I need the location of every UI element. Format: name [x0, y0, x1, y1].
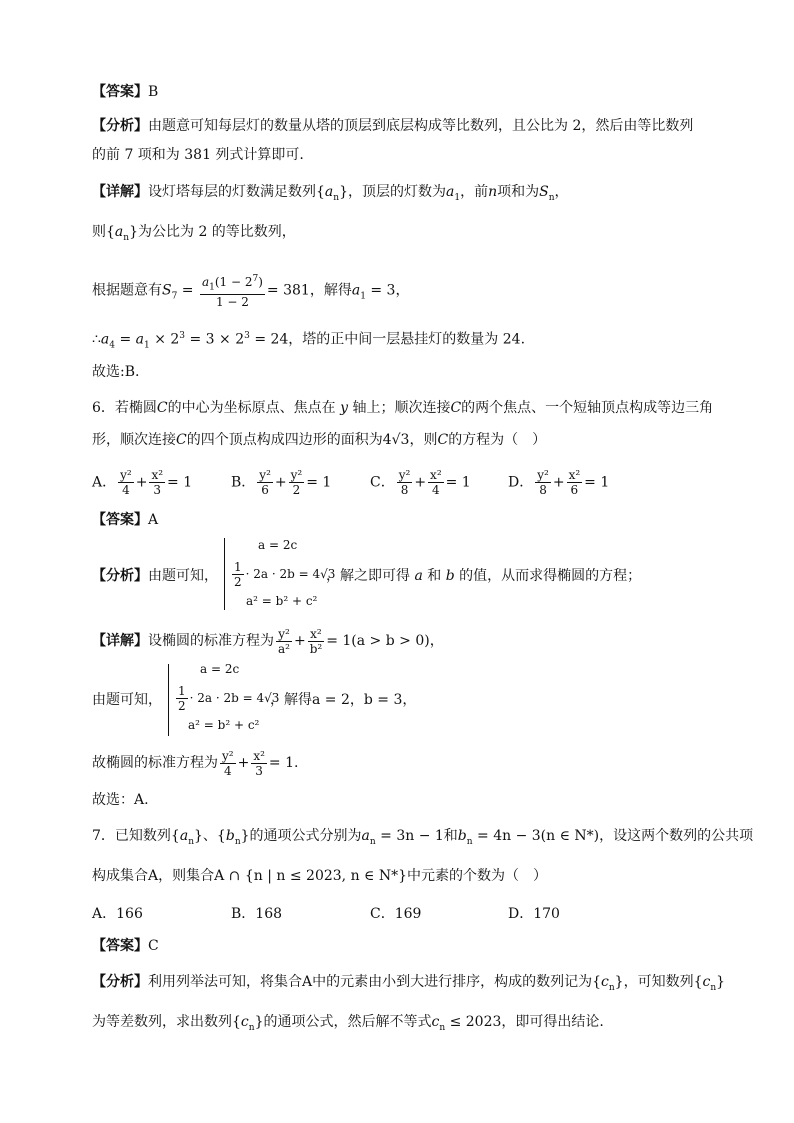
q7-stem-line-1: 7．已知数列$\{a_n\}$、$\{b_n\}$的通项公式分别为$a_n = 3n - 1$和$b_n = 4n - 3(n$ ∈ N*)，设这两个数列的公共项 — [92, 828, 754, 847]
choice-text: 故选:B. — [92, 364, 140, 380]
detail-text: = 381，解得 — [266, 282, 352, 299]
detail-text: = 24，塔的正中间一层悬挂灯的数量为 24. — [254, 331, 526, 348]
stem-text: 的中心为坐标原点、焦点在 — [167, 400, 336, 416]
analysis-tag: 【分析】 — [92, 568, 148, 584]
stem-text: 7．已知数列 — [92, 828, 171, 844]
math-an-seq: $\{a_n\}$ — [316, 184, 348, 203]
option-b[interactable]: B． $\frac{\text{y²}}{6}$ + $\frac{\text{y²}}{2}$ = 1 — [231, 468, 332, 497]
option-label: D． — [508, 474, 534, 491]
analysis-text: 由题可知， — [148, 568, 218, 584]
option-den: 4 — [122, 483, 130, 497]
option-c[interactable] — [370, 904, 421, 924]
analysis-text: ，可知数列 — [623, 974, 694, 990]
option-label: B． — [231, 474, 256, 491]
option-den: 3 — [153, 483, 162, 497]
detail-tag: 【详解】 — [92, 633, 148, 649]
stem-text: ，设这两个数列的公共项 — [599, 828, 754, 844]
answer-value: C — [148, 938, 159, 954]
q7-answer-line — [92, 936, 712, 956]
answer-tag: 【答案】 — [92, 84, 148, 100]
math-n: n — [488, 184, 498, 200]
detail-text: = 3， — [370, 282, 410, 299]
option-den: 6 — [261, 483, 269, 497]
option-value: 168 — [255, 906, 283, 922]
detail-text: ，解得 — [270, 692, 312, 708]
option-label: A． — [92, 474, 117, 491]
q7-analysis-line-2: 为等差数列，求出数列$\{c_n\}$的通项公式，然后解不等式$c_n \le 2023$，即可得出结论. — [92, 1014, 604, 1033]
q5-choice — [92, 362, 712, 382]
math-bn-formula: = 4n − 3(n ∈ N*) — [477, 828, 600, 844]
option-num: x² — [568, 468, 581, 482]
analysis-text: 由题意可知每层灯的数量从塔的顶层到底层构成等比数列，且公比为 2，然后由等比数列 — [148, 118, 694, 134]
stem-text: 形，顺次连接 — [92, 432, 176, 448]
option-den: 2 — [292, 483, 301, 497]
detail-text: = 3 × 2 — [189, 331, 245, 348]
detail-text: 根据题意有 — [92, 282, 162, 299]
math-set: A ∩ {n | n ≤ 2023, n ∈ N*} — [214, 868, 408, 884]
detail-text: ， — [554, 184, 569, 200]
stem-text: 和 — [443, 828, 458, 844]
option-num: y² — [120, 468, 132, 482]
option-d[interactable] — [508, 904, 560, 924]
stem-text: 的两个焦点、一个短轴顶点构成等边三角 — [461, 400, 714, 416]
q6-stem-line-2: 形，顺次连接C的四个顶点构成四边形的面积为4√3，则C的方程为（ ） — [92, 432, 547, 448]
detail-text: ∴ — [92, 331, 101, 348]
system2-row-3: a² = b² + c² — [188, 718, 260, 732]
analysis-text: 的前 7 项和为 381 列式计算即可. — [92, 147, 304, 163]
answer-value: A — [148, 512, 159, 528]
system-row-2-text: · 2a · 2b = 4√3 — [245, 567, 336, 581]
option-num: x² — [430, 468, 442, 482]
math-an-seq: $\{a_n\}$ — [106, 224, 138, 243]
option-d[interactable]: D． $\frac{\text{y²}}{8}$ + $\frac{\text{x²}}{6}$ = 1 — [508, 468, 610, 497]
q5-analysis-line-1 — [92, 116, 712, 136]
option-label: D． — [508, 906, 534, 922]
math-sn: S — [539, 184, 549, 200]
q6-detail-line-2-tail — [270, 690, 570, 710]
option-a[interactable]: A． $\frac{\text{y²}}{4}$ + $\frac{\text{x²}}{3}$ = 1 — [92, 468, 193, 497]
option-label: B． — [231, 906, 256, 922]
detail-text: = 1(a > b > 0)， — [326, 633, 444, 649]
stem-text: 的四个顶点构成四边形的面积为 — [186, 432, 383, 448]
system-brace — [224, 538, 225, 610]
detail-text: ，前 — [460, 184, 489, 200]
analysis-tag: 【分析】 — [92, 974, 148, 990]
option-value: 170 — [533, 906, 560, 922]
option-label: C． — [370, 906, 395, 922]
detail-tag: 【详解】 — [92, 184, 148, 200]
option-num: y² — [259, 468, 271, 482]
option-num: y² — [537, 468, 549, 482]
q6-choice — [92, 790, 712, 810]
fraction-sum: $\frac{a_1(1 - 2^7)}{1 - 2}$ — [201, 274, 263, 310]
q5-detail-line-2 — [92, 222, 712, 248]
q7-stem-line-2 — [92, 866, 712, 886]
stem-text: 轴上；顺次连接 — [352, 400, 451, 416]
detail-text: 设灯塔每层的灯数满足数列 — [148, 184, 316, 200]
q5-detail-line-3: 根据题意有$S_7$ = $\frac{a_1(1 - 2^7)}{1 - 2}$ = 381，解得$a_1 = 3$， — [92, 274, 410, 310]
q7-analysis-line-1: 【分析】利用列举法可知，将集合A中的元素由小到大进行排序，构成的数列记为$\{c_n\}$，可知数列$\{c_n\}$ — [92, 974, 726, 993]
analysis-text: 利用列举法可知，将集合A中的元素由小到大进行排序，构成的数列记为 — [148, 974, 593, 990]
option-b[interactable] — [231, 904, 282, 924]
stem-text: 构成集合A，则集合 — [92, 868, 215, 884]
option-num: x² — [151, 468, 164, 482]
analysis-text: ，解之即可得 — [326, 568, 410, 584]
detail-text: ，顶层的灯数为 — [348, 184, 446, 200]
q5-answer-line — [92, 82, 712, 102]
detail-text: 设椭圆的标准方程为 — [148, 633, 274, 649]
system-row-2: $\frac{1}{2}$ · 2a · 2b = 4√3 — [234, 560, 336, 589]
q5-detail-line-1: 【详解】设灯塔每层的灯数满足数列$\{a_n\}$，顶层的灯数为$a_1$，前n项和为$S_n$， — [92, 184, 569, 203]
option-a[interactable] — [92, 904, 143, 924]
stem-text: 、 — [202, 828, 217, 844]
q6-detail-line-3: 故椭圆的标准方程为 $\frac{\text{y²}}{4}$ + $\frac{\text{x²}}{3}$ = 1. — [92, 748, 299, 778]
detail-text: a = 2，b = 3， — [312, 692, 417, 708]
answer-tag: 【答案】 — [92, 512, 148, 528]
math-a1: a — [351, 282, 361, 299]
stem-text: 的方程为（ ） — [448, 432, 547, 448]
system2-row-2-text: · 2a · 2b = 4√3 — [189, 691, 280, 705]
stem-text: 中元素的个数为（ ） — [407, 868, 548, 884]
detail-text: 则 — [92, 224, 106, 240]
option-num: y² — [290, 468, 303, 482]
analysis-text: 的值，从而求得椭圆的方程； — [459, 568, 642, 584]
q6-detail-line-1: 【详解】设椭圆的标准方程为 $\frac{\text{y²}}{\text{a²}}$ + $\frac{\text{x²}}{\text{b²}}$ = 1(a > b > 0)， — [92, 626, 444, 656]
detail-text: = 1. — [268, 755, 299, 771]
option-value: 166 — [116, 906, 143, 922]
stem-text: ，则 — [409, 432, 438, 448]
system-row-3: a² = b² + c² — [246, 594, 318, 608]
analysis-text: 的通项公式，然后解不等式 — [263, 1014, 432, 1030]
option-c[interactable]: C． $\frac{\text{y²}}{8}$ + $\frac{\text{x²}}{4}$ = 1 — [370, 468, 471, 497]
detail-text: 项和为 — [497, 184, 540, 200]
answer-value: B — [148, 84, 159, 100]
option-value: 169 — [394, 906, 422, 922]
q6-stem-line-1: 6．若椭圆C的中心为坐标原点、焦点在 y 轴上；顺次连接C的两个焦点、一个短轴顶点构成等边三角 — [92, 400, 714, 416]
analysis-text: ≤ 2023，即可得出结论. — [449, 1014, 604, 1030]
math-an-formula: = 3n − 1 — [380, 828, 444, 844]
stem-text: 的通项公式分别为 — [249, 828, 362, 844]
option-label: A． — [92, 906, 117, 922]
math-a4: a — [100, 331, 110, 348]
option-den: 8 — [400, 483, 409, 497]
analysis-text: 和 — [427, 568, 442, 584]
system2-row-1: a = 2c — [200, 662, 240, 676]
option-label: C． — [370, 474, 395, 491]
q6-answer-line — [92, 510, 712, 530]
analysis-text: 为等差数列，求出数列 — [92, 1014, 232, 1030]
stem-text: 6．若椭圆 — [92, 400, 157, 416]
analysis-tag: 【分析】 — [92, 118, 148, 134]
math-s7: S — [162, 282, 172, 299]
detail-text: 故椭圆的标准方程为 — [92, 755, 218, 771]
detail-text: 由题可知， — [92, 692, 162, 708]
option-den: 4 — [432, 483, 440, 497]
system2-row-2: $\frac{1}{2}$ · 2a · 2b = 4√3 — [178, 684, 280, 713]
math-a1: a — [446, 184, 455, 200]
q6-analysis-tail: ，解之即可得 a 和 b 的值，从而求得椭圆的方程； — [326, 568, 642, 584]
q5-analysis-line-2 — [92, 145, 712, 165]
detail-text: 为公比为 2 的等比数列， — [138, 224, 296, 240]
q5-detail-line-4: $\therefore a_4 = a_1 \times 2^3 = 3 \times 2^3 = 24$，塔的正中间一层悬挂灯的数量为 24. — [92, 331, 526, 351]
option-num: y² — [398, 468, 411, 482]
option-den: 6 — [570, 483, 579, 497]
option-den: 8 — [539, 483, 547, 497]
system-row-1: a = 2c — [258, 538, 298, 552]
choice-text: 故选：A. — [92, 792, 149, 808]
answer-tag: 【答案】 — [92, 938, 148, 954]
